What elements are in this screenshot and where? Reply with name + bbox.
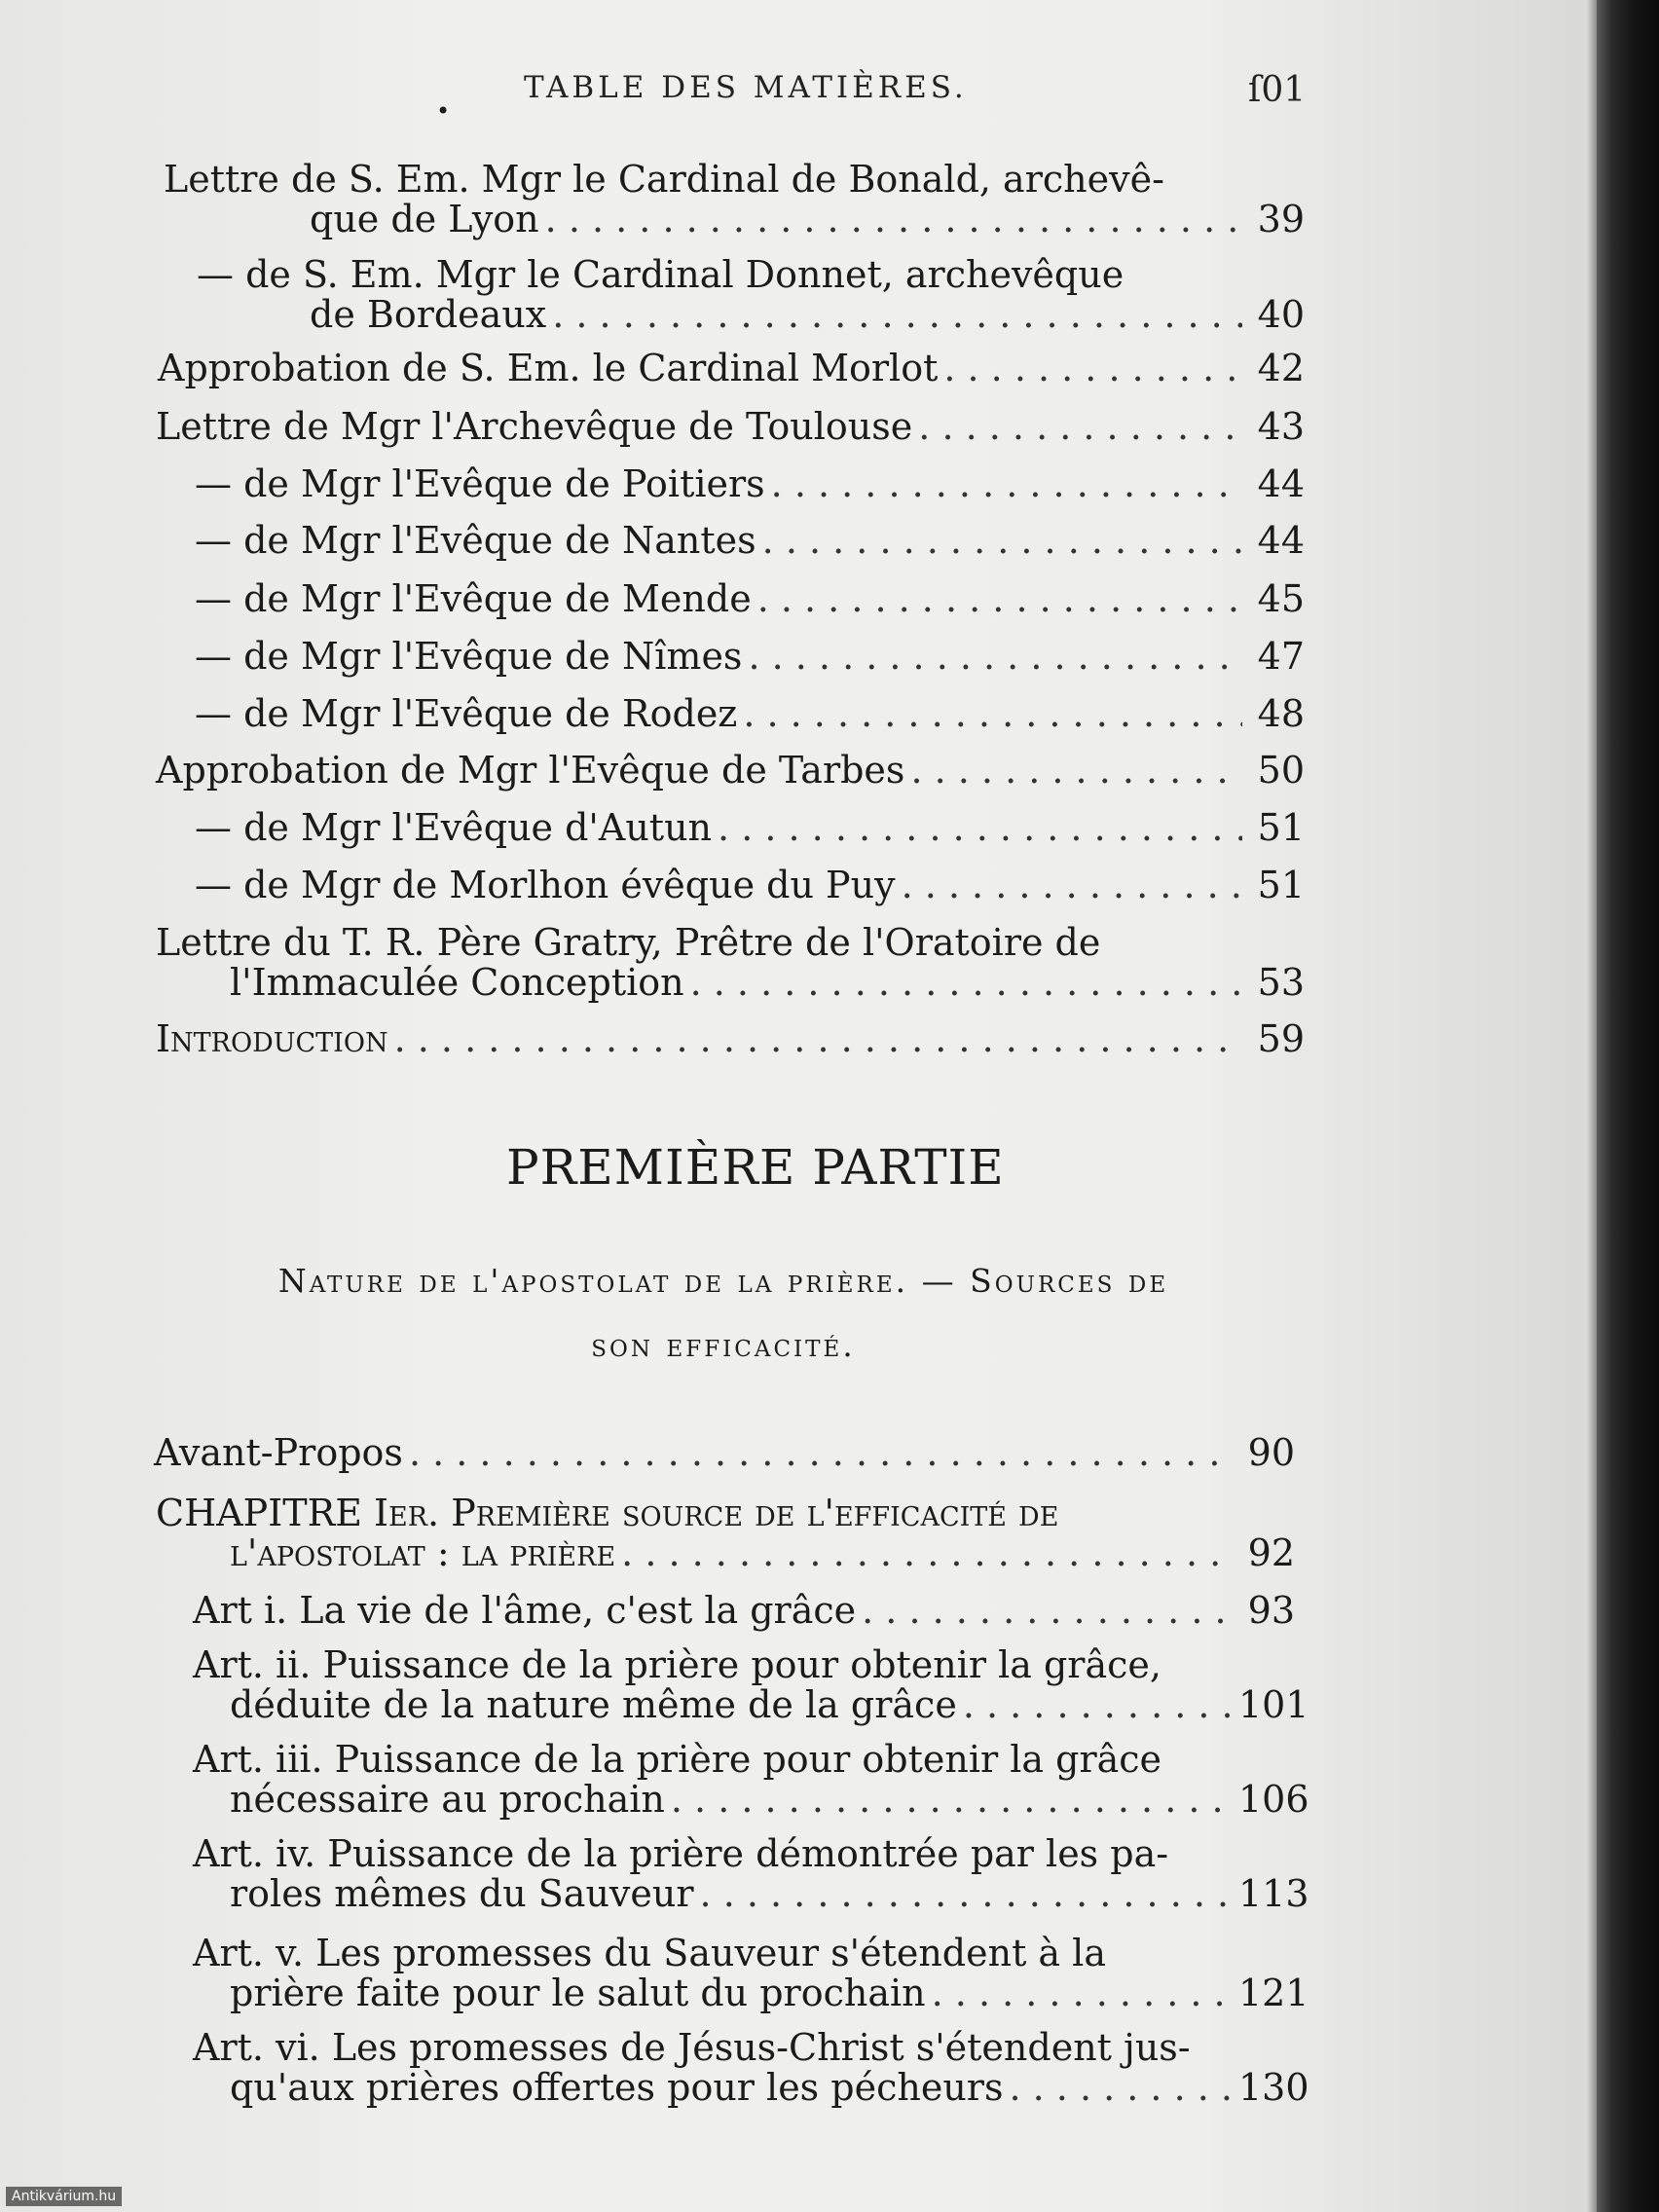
toc-entry-art-1: Art i. La vie de l'âme, c'est la grâce . . . 93 — [193, 1591, 1295, 1631]
book-binding — [1597, 0, 1659, 2212]
toc-entry-nantes: — de Mgr l'Evêque de Nantes . . . 44 — [195, 521, 1305, 561]
toc-entry-introduction: Introduction . . . 59 — [156, 1019, 1305, 1059]
toc-entry-rodez: — de Mgr l'Evêque de Rodez . . . 48 — [195, 694, 1305, 734]
toc-entry-nimes: — de Mgr l'Evêque de Nîmes . . . 47 — [195, 637, 1305, 677]
toc-entry-puy: — de Mgr de Morlhon évêque du Puy . . . 51 — [195, 866, 1305, 905]
toc-entry-bonald: Lettre de S. Em. Mgr le Cardinal de Bonald, archevê- que de Lyon . . . 39 — [164, 160, 1305, 240]
toc-entry-mende: — de Mgr l'Evêque de Mende . . . 45 — [195, 579, 1305, 619]
toc-entry-autun: — de Mgr l'Evêque d'Autun . . . 51 — [195, 808, 1305, 848]
toc-entry-chapitre-1: CHAPITRE Ier. Première source de l'efficacité de l'apostolat : la prière . . . 92 — [156, 1493, 1295, 1573]
toc-entry-avant-propos: Avant-Propos . . . 90 — [154, 1433, 1295, 1473]
watermark: Antikvárium.hu — [6, 2187, 122, 2206]
part-title: PREMIÈRE PARTIE — [506, 1139, 1005, 1196]
toc-entry-art-2: Art. ii. Puissance de la prière pour obtenir la grâce, déduite de la nature même de la grâce . . . 101 — [193, 1645, 1295, 1725]
toc-entry-donnet: — de S. Em. Mgr le Cardinal Donnet, archevêque de Bordeaux . . . 40 — [197, 255, 1305, 335]
page-number: ſ01 — [1248, 70, 1307, 110]
ink-dot: • — [436, 97, 451, 125]
toc-entry-art-6: Art. vi. Les promesses de Jésus-Christ s'étendent jus- qu'aux prières offertes pour les pécheurs . . . 130 — [193, 2028, 1295, 2108]
part-subtitle-line1: Nature de l'apostolat de la prière. — Sources de — [277, 1262, 1169, 1300]
running-head: TABLE DES MATIÈRES. — [524, 70, 968, 105]
toc-entry-art-4: Art. iv. Puissance de la prière démontrée par les pa- roles mêmes du Sauveur . . . 113 — [193, 1834, 1295, 1914]
toc-entry-art-3: Art. iii. Puissance de la prière pour obtenir la grâce nécessaire au prochain . . . 106 — [193, 1740, 1295, 1820]
toc-entry-tarbes: Approbation de Mgr l'Evêque de Tarbes . . . 50 — [156, 751, 1305, 791]
toc-entry-toulouse: Lettre de Mgr l'Archevêque de Toulouse . . . 43 — [156, 407, 1305, 447]
toc-entry-poitiers: — de Mgr l'Evêque de Poitiers . . . 44 — [195, 464, 1305, 504]
toc-entry-art-5: Art. v. Les promesses du Sauveur s'étendent à la prière faite pour le salut du prochain . . . 121 — [193, 1934, 1295, 2013]
part-subtitle-line2: son efficacité. — [591, 1326, 856, 1364]
page-gutter-shadow — [1587, 0, 1597, 2212]
toc-entry-morlot: Approbation de S. Em. le Cardinal Morlot . . . 42 — [158, 349, 1305, 388]
toc-entry-gratry: Lettre du T. R. Père Gratry, Prêtre de l'Oratoire de l'Immaculée Conception . . . 53 — [156, 923, 1305, 1003]
